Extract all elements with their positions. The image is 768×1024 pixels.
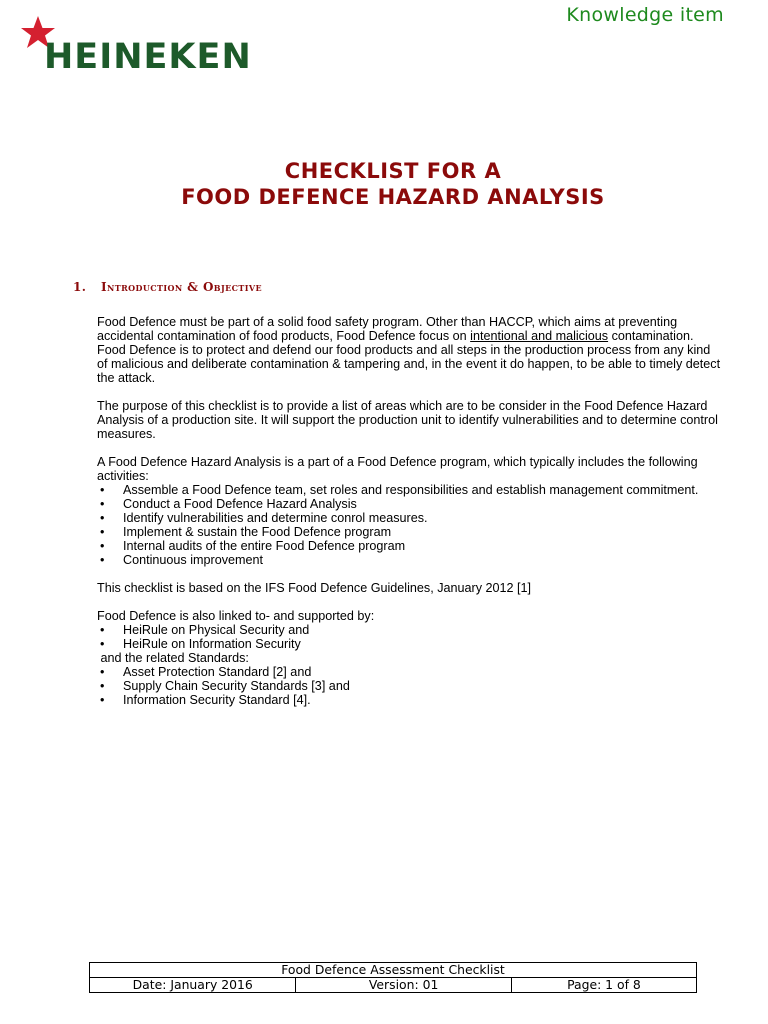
basis-paragraph: This checklist is based on the IFS Food Defence Guidelines, January 2012 [1] [97, 581, 532, 595]
list-item: • Continuous improvement [97, 553, 722, 567]
section-heading [73, 280, 262, 294]
standards-list [97, 665, 722, 707]
intro-text-2: contamination. Food Defence is to protect and defend our food products and all steps in the production process from any kind of malicious and deliberate contamination & tampering and, in the event it do happen, to be able to timely detect the attack. [97, 329, 721, 385]
footer-page-number: Page: 1 of 8 [511, 978, 696, 993]
section-title: Introduction & Objective [101, 280, 263, 294]
footer-version: Version: 01 [296, 978, 511, 993]
list-item: • Assemble a Food Defence team, set roles and responsibilities and establish management commitment. [97, 483, 722, 497]
list-item: • Conduct a Food Defence Hazard Analysis [97, 497, 722, 511]
page-footer [89, 962, 697, 993]
activities-list [97, 483, 722, 567]
footer-date: Date: January 2016 [90, 978, 296, 993]
section-number: 1. [73, 280, 87, 294]
logo-wordmark: HEINEKEN [44, 37, 252, 76]
standards-intro: and the related Standards: [97, 651, 249, 665]
program-paragraph: A Food Defence Hazard Analysis is a part of a Food Defence program, which typically includes the following activities: [97, 455, 698, 483]
title-line-1: CHECKLIST FOR A [284, 159, 502, 183]
list-item: • Implement & sustain the Food Defence program [97, 525, 722, 539]
footer-document-name: Food Defence Assessment Checklist [90, 963, 697, 978]
heineken-logo [20, 14, 280, 76]
list-item: • Information Security Standard [4]. [97, 693, 722, 707]
page-title [0, 158, 768, 210]
document-body [97, 315, 722, 707]
list-item: • Supply Chain Security Standards [3] and [97, 679, 722, 693]
supported-by-list [97, 623, 722, 651]
list-item: • Identify vulnerabilities and determine conrol measures. [97, 511, 722, 525]
list-item: • HeiRule on Information Security [97, 637, 722, 651]
intro-text-1: Food Defence must be part of a solid food safety program. Other than HACCP, which aims at preventing accidental contamination of food products, Food Defence focus on [97, 315, 678, 343]
list-item: • Asset Protection Standard [2] and [97, 665, 722, 679]
heineken-star-icon [20, 14, 280, 76]
document-type-label: Knowledge item [566, 4, 724, 26]
linked-paragraph: Food Defence is also linked to- and supported by: [97, 609, 375, 623]
list-item: • Internal audits of the entire Food Defence program [97, 539, 722, 553]
purpose-paragraph: The purpose of this checklist is to provide a list of areas which are to be consider in the Food Defence Hazard Analysis of a production site. It will support the production unit to identify vulnerabilities and to determine control measures. [97, 399, 718, 441]
intro-underlined-text: intentional and malicious [470, 329, 609, 343]
list-item: • HeiRule on Physical Security and [97, 623, 722, 637]
intro-paragraph [97, 315, 722, 385]
title-line-2: FOOD DEFENCE HAZARD ANALYSIS [181, 185, 605, 209]
